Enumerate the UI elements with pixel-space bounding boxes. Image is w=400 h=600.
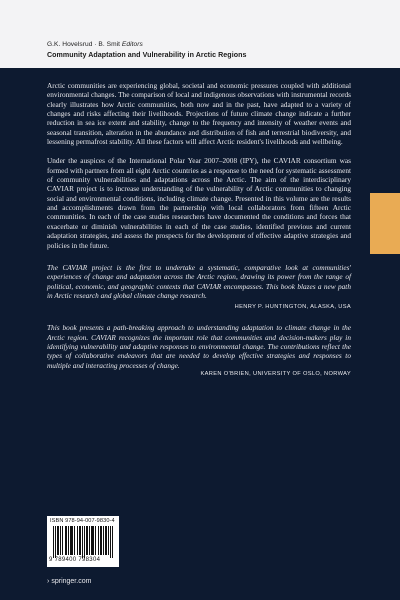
- endorsement-attribution-2: KAREN O'BRIEN, UNIVERSITY OF OSLO, NORWAY: [200, 370, 351, 377]
- editors-names: G.K. Hovelsrud · B. Smit: [47, 41, 121, 48]
- barcode-digits: 9 789400 798304: [49, 557, 101, 563]
- side-color-tab: [370, 193, 400, 254]
- back-cover-text: [47, 81, 351, 377]
- endorsement-quote-2: This book presents a path-breaking approach to understanding adaptation to climate change in the Arctic region. CAVIAR recognizes the important role that communities and decision-makers play in identifying vulnerability and adaptive responses to environmental change. The contributions reflect the types of collaborative endeavors that are needed to develop effective strategies and responses to multiple and interacting processes of change.: [47, 323, 351, 370]
- description-paragraph-1: Arctic communities are experiencing global, societal and economic pressures coupled with additional environmental changes. The comparison of local and indigenous observations with instrumental records clearly illustrates how Arctic communities, both now and in the past, have adapted to a variety of changes and risks affecting their livelihoods. Projections of future climate change indicate a further reduction in sea ice extent and stability, change to the frequency and intensity of weather events and seasonal transition, alteration in the abundance and distribution of fish and terrestrial biodiversity, and lessening permafrost stability. All these factors will affect Arctic resident's livelihoods and wellbeing.: [47, 81, 351, 147]
- editors-line: [47, 41, 143, 48]
- book-title: Community Adaptation and Vulnerability in Arctic Regions: [47, 51, 247, 59]
- isbn-label: ISBN 978-94-007-9830-4: [50, 518, 115, 524]
- barcode-box: [47, 516, 119, 567]
- editors-role: Editors: [121, 41, 143, 48]
- publisher-url: springer.com: [51, 578, 92, 585]
- description-paragraph-2: Under the auspices of the International Polar Year 2007–2008 (IPY), the CAVIAR consortium was formed with partners from all eight Arctic countries as a response to the need for systematic assessment of community vulnerabilities and adaptations across the Arctic. The aim of the interdisciplinary CAVIAR project is to increase understanding of the vulnerability of Arctic communities to changing social and environmental conditions, including climate change. Presented in this volume are the results and accomplishments drawn from the partnership with local collaborators from fifteen Arctic communities. In each of the case studies researchers have documented the conditions and forces that exacerbate or diminish vulnerabilities in each of the case studies, identified previous and current adaptation strategies, and assess the prospects for the development of effective adaptive strategies and policies in the future.: [47, 156, 351, 250]
- endorsement-attribution-1: HENRY P. HUNTINGTON, ALASKA, USA: [234, 304, 351, 311]
- barcode-bars: [53, 526, 115, 558]
- publisher-link[interactable]: [47, 578, 91, 585]
- arrow-right-icon: ›: [47, 578, 50, 585]
- endorsement-quote-1: The CAVIAR project is the first to undertake a systematic, comparative look at communities' experiences of change and adaptation across the Arctic region, drawing its power from the range of political, economic, and geographic contexts that CAVIAR encompasses. This book blazes a new path in Arctic research and global climate change research.: [47, 262, 351, 300]
